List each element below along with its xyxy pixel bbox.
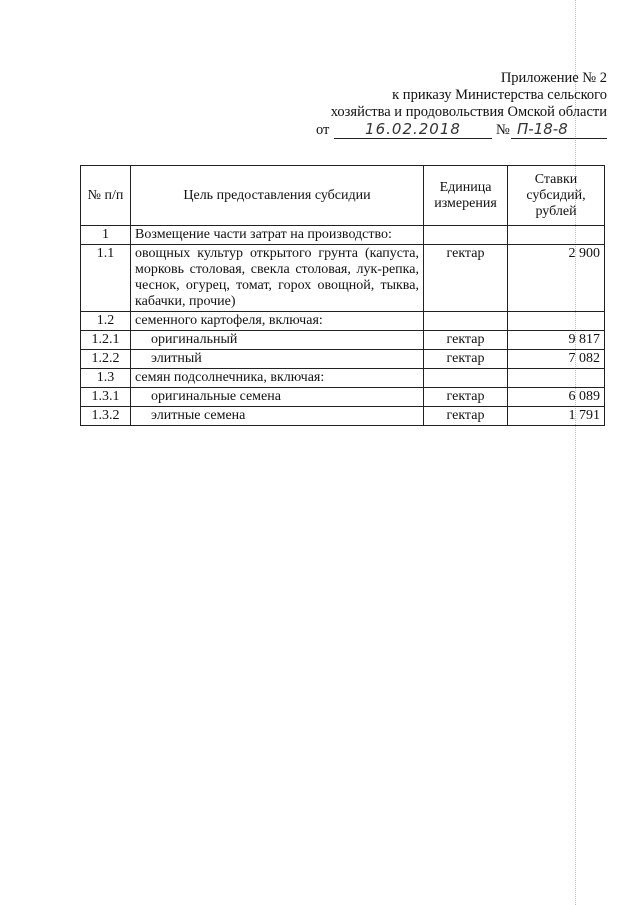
row-goal: семян подсолнечника, включая: [131, 369, 424, 388]
order-date: 16.02.2018 [334, 120, 492, 139]
row-no: 1.3.2 [81, 407, 131, 426]
row-no: 1.3 [81, 369, 131, 388]
table-row [81, 312, 605, 331]
order-reference [316, 120, 608, 140]
header-no: № п/п [81, 166, 131, 226]
row-goal: элитные семена [131, 407, 424, 426]
row-unit [423, 312, 507, 331]
row-unit: гектар [423, 388, 507, 407]
row-rate: 7 082 [508, 350, 605, 369]
appendix-header [331, 70, 607, 121]
table-row [81, 369, 605, 388]
row-goal: оригинальные семена [131, 388, 424, 407]
row-rate [508, 369, 605, 388]
header-goal: Цель предоставления субсидии [131, 166, 424, 226]
table-row [81, 388, 605, 407]
header-rate: Ставки субсидий, рублей [508, 166, 605, 226]
table-row [81, 331, 605, 350]
table-row [81, 350, 605, 369]
row-no: 1.2.2 [81, 350, 131, 369]
table-row [81, 226, 605, 245]
row-goal: оригинальный [131, 331, 424, 350]
appendix-subtitle-line2: хозяйства и продовольствия Омской области [330, 104, 607, 120]
row-rate: 9 817 [508, 331, 605, 350]
order-number: П-18-8 [511, 120, 607, 139]
row-no: 1.2 [81, 312, 131, 331]
row-goal: элитный [131, 350, 424, 369]
row-no: 1 [81, 226, 131, 245]
row-unit [423, 369, 507, 388]
subsidy-rates-table [80, 165, 605, 426]
row-rate: 1 791 [508, 407, 605, 426]
row-rate [508, 312, 605, 331]
table-row [81, 407, 605, 426]
table-row [81, 245, 605, 312]
appendix-title: Приложение № 2 [500, 70, 607, 86]
row-unit: гектар [423, 350, 507, 369]
row-goal: Возмещение части затрат на производство: [131, 226, 424, 245]
header-unit: Единица измерения [423, 166, 507, 226]
row-unit: гектар [423, 331, 507, 350]
row-unit: гектар [423, 407, 507, 426]
row-goal: семенного картофеля, включая: [131, 312, 424, 331]
appendix-subtitle-line1: к приказу Министерства сельского [392, 87, 607, 103]
row-unit [423, 226, 507, 245]
row-no: 1.3.1 [81, 388, 131, 407]
row-rate [508, 226, 605, 245]
row-rate: 2 900 [508, 245, 605, 312]
row-no: 1.1 [81, 245, 131, 312]
row-goal: овощных культур открытого грунта (капуста, морковь столовая, свекла столовая, лук-репка, чеснок, огурец, томат, горох овощной, тыква, кабачки, прочие) [131, 245, 424, 312]
row-rate: 6 089 [508, 388, 605, 407]
from-label: от [316, 122, 330, 138]
table-header-row [81, 166, 605, 226]
row-unit: гектар [423, 245, 507, 312]
row-no: 1.2.1 [81, 331, 131, 350]
number-label: № [496, 122, 510, 138]
